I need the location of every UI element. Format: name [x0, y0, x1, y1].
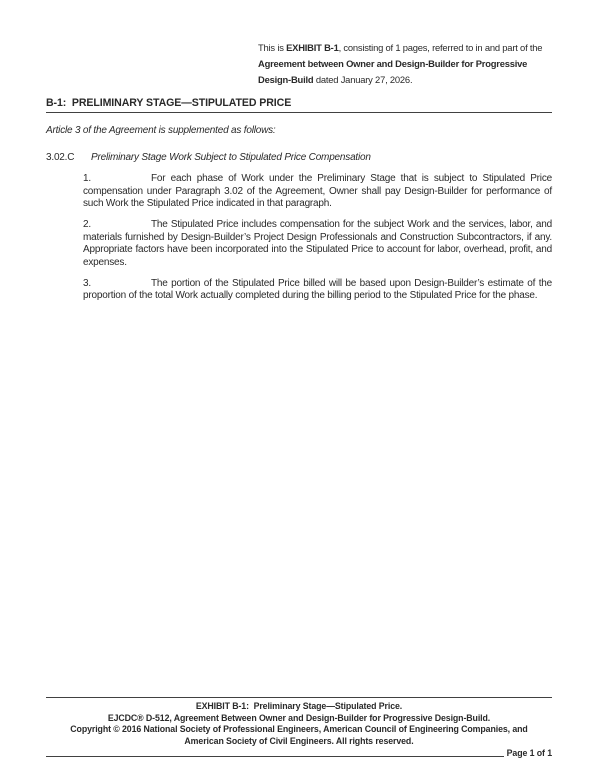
footer-document-line: EJCDC® D-512, Agreement Between Owner and Design-Builder for Progressive Design-Build. [107, 712, 491, 723]
footer-copyright-line-1: Copyright © 2016 National Society of Professional Engineers, American Council of Engineering Companies, and [70, 724, 528, 735]
numbered-paragraph-1 [83, 173, 552, 210]
footer-exhibit-line: EXHIBIT B-1: Preliminary Stage—Stipulated Price. [195, 701, 403, 711]
paragraph-number: 3. [83, 278, 91, 290]
intro-text-1: This is [258, 42, 287, 53]
numbered-paragraph-2 [83, 219, 552, 269]
paragraph-number: 1. [83, 173, 91, 185]
intro-text-2: , consisting of 1 pages, referred to in and part of the [338, 42, 543, 53]
agreement-name-bold: Agreement between Owner and Design-Builder for Progressive Design-Build [258, 58, 528, 85]
paragraph-text: The portion of the Stipulated Price billed will be based upon Design-Builder’s estimate of the proportion of the total Work actually completed during the billing period to the Stipulated Price for the phase. [83, 278, 552, 302]
page-footer [46, 697, 552, 760]
paragraph-text: For each phase of Work under the Preliminary Stage that is subject to Stipulated Price compensation under Paragraph 3.02 of the Agreement, Owner shall pay Design-Builder for performance of such Work the Stipulated Price indicated in that paragraph. [83, 173, 552, 210]
exhibit-name-bold: EXHIBIT B-1 [286, 42, 339, 53]
intro-text-3: dated January 27, 2026. [313, 74, 413, 85]
footer-bottom-rule [46, 756, 504, 757]
footer-copyright-line-2: American Society of Civil Engineers. All rights reserved. [184, 735, 414, 746]
numbered-paragraph-3 [83, 278, 552, 303]
exhibit-section-heading: B-1: PRELIMINARY STAGE—STIPULATED PRICE [46, 97, 552, 113]
paragraph-text: The Stipulated Price includes compensation for the subject Work and the services, labor, and materials furnished by Design-Builder’s Project Design Professionals and Construction Subcontractors, if any. Appropriate factors have been incorporated into the Stipulated Price to account for labor, overhead, profit, and expenses. [83, 219, 552, 268]
paragraph-number: 2. [83, 219, 91, 231]
section-reference-line [46, 152, 552, 164]
article-supplement-note: Article 3 of the Agreement is supplemented as follows: [46, 125, 276, 137]
section-number: 3.02.C [46, 151, 75, 163]
page-number: Page 1 of 1 [506, 748, 552, 759]
exhibit-intro-paragraph [258, 40, 552, 88]
footer-page-number-row [46, 748, 552, 760]
section-title: Preliminary Stage Work Subject to Stipulated Price Compensation [91, 151, 371, 163]
